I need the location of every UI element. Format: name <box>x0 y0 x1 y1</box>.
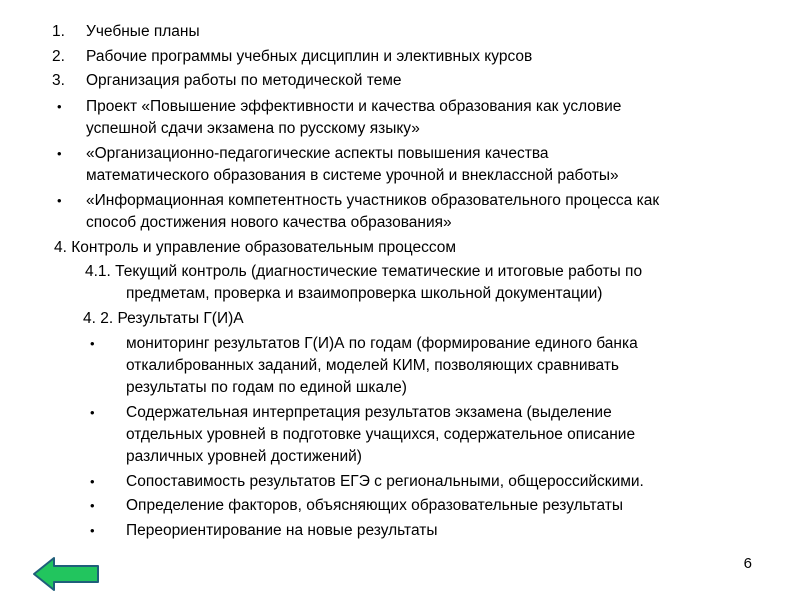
list-item-text: математического образования в системе урочной и внеклассной работы» <box>86 167 619 184</box>
list-number: 3. <box>52 72 65 89</box>
subsection-text: предметам, проверка и взаимопроверка школьной документации) <box>126 285 603 302</box>
bullet: • <box>57 193 62 208</box>
subsection-heading: 4. 2. Результаты Г(И)А <box>83 310 244 327</box>
subsection-text: 4.1. Текущий контроль (диагностические тематические и итоговые работы по <box>85 263 643 280</box>
list-item-text: Проект «Повышение эффективности и качества образования как условие <box>86 98 622 115</box>
list-item-text: «Информационная компетентность участников образовательного процесса как <box>86 192 660 209</box>
bullet: • <box>90 336 95 351</box>
list-item-text: Рабочие программы учебных дисциплин и элективных курсов <box>86 48 533 65</box>
back-button[interactable] <box>32 556 100 592</box>
list-number: 1. <box>52 23 65 40</box>
list-item-text: различных уровней достижений) <box>126 448 362 465</box>
bullet: • <box>90 405 95 420</box>
list-item-text: Содержательная интерпретация результатов экзамена (выделение <box>126 404 612 421</box>
bullet: • <box>57 146 62 161</box>
list-item-text: Сопоставимость результатов ЕГЭ с региональными, общероссийскими. <box>126 473 644 490</box>
list-item-text: успешной сдачи экзамена по русскому языку» <box>86 120 420 137</box>
left-arrow-icon <box>32 556 100 592</box>
section-heading: 4. Контроль и управление образовательным процессом <box>54 239 457 256</box>
list-item-text: Определение факторов, объясняющих образовательные результаты <box>126 497 623 514</box>
list-item-text: мониторинг результатов Г(И)А по годам (формирование единого банка <box>126 335 638 352</box>
list-item-text: откалиброванных заданий, моделей КИМ, позволяющих сравнивать <box>126 357 620 374</box>
bullet: • <box>90 474 95 489</box>
list-item-text: отдельных уровней в подготовке учащихся, содержательное описание <box>126 426 636 443</box>
bullet: • <box>57 99 62 114</box>
list-item-text: результаты по годам по единой шкале) <box>126 379 407 396</box>
bullet: • <box>90 498 95 513</box>
list-item-text: «Организационно-педагогические аспекты повышения качества <box>86 145 549 162</box>
list-item-text: способ достижения нового качества образования» <box>86 214 452 231</box>
page-number: 6 <box>743 555 752 572</box>
bullet: • <box>90 523 95 538</box>
list-item-text: Организация работы по методической теме <box>86 72 402 89</box>
list-number: 2. <box>52 48 65 65</box>
list-item-text: Учебные планы <box>86 23 200 40</box>
list-item-text: Переориентирование на новые результаты <box>126 522 438 539</box>
